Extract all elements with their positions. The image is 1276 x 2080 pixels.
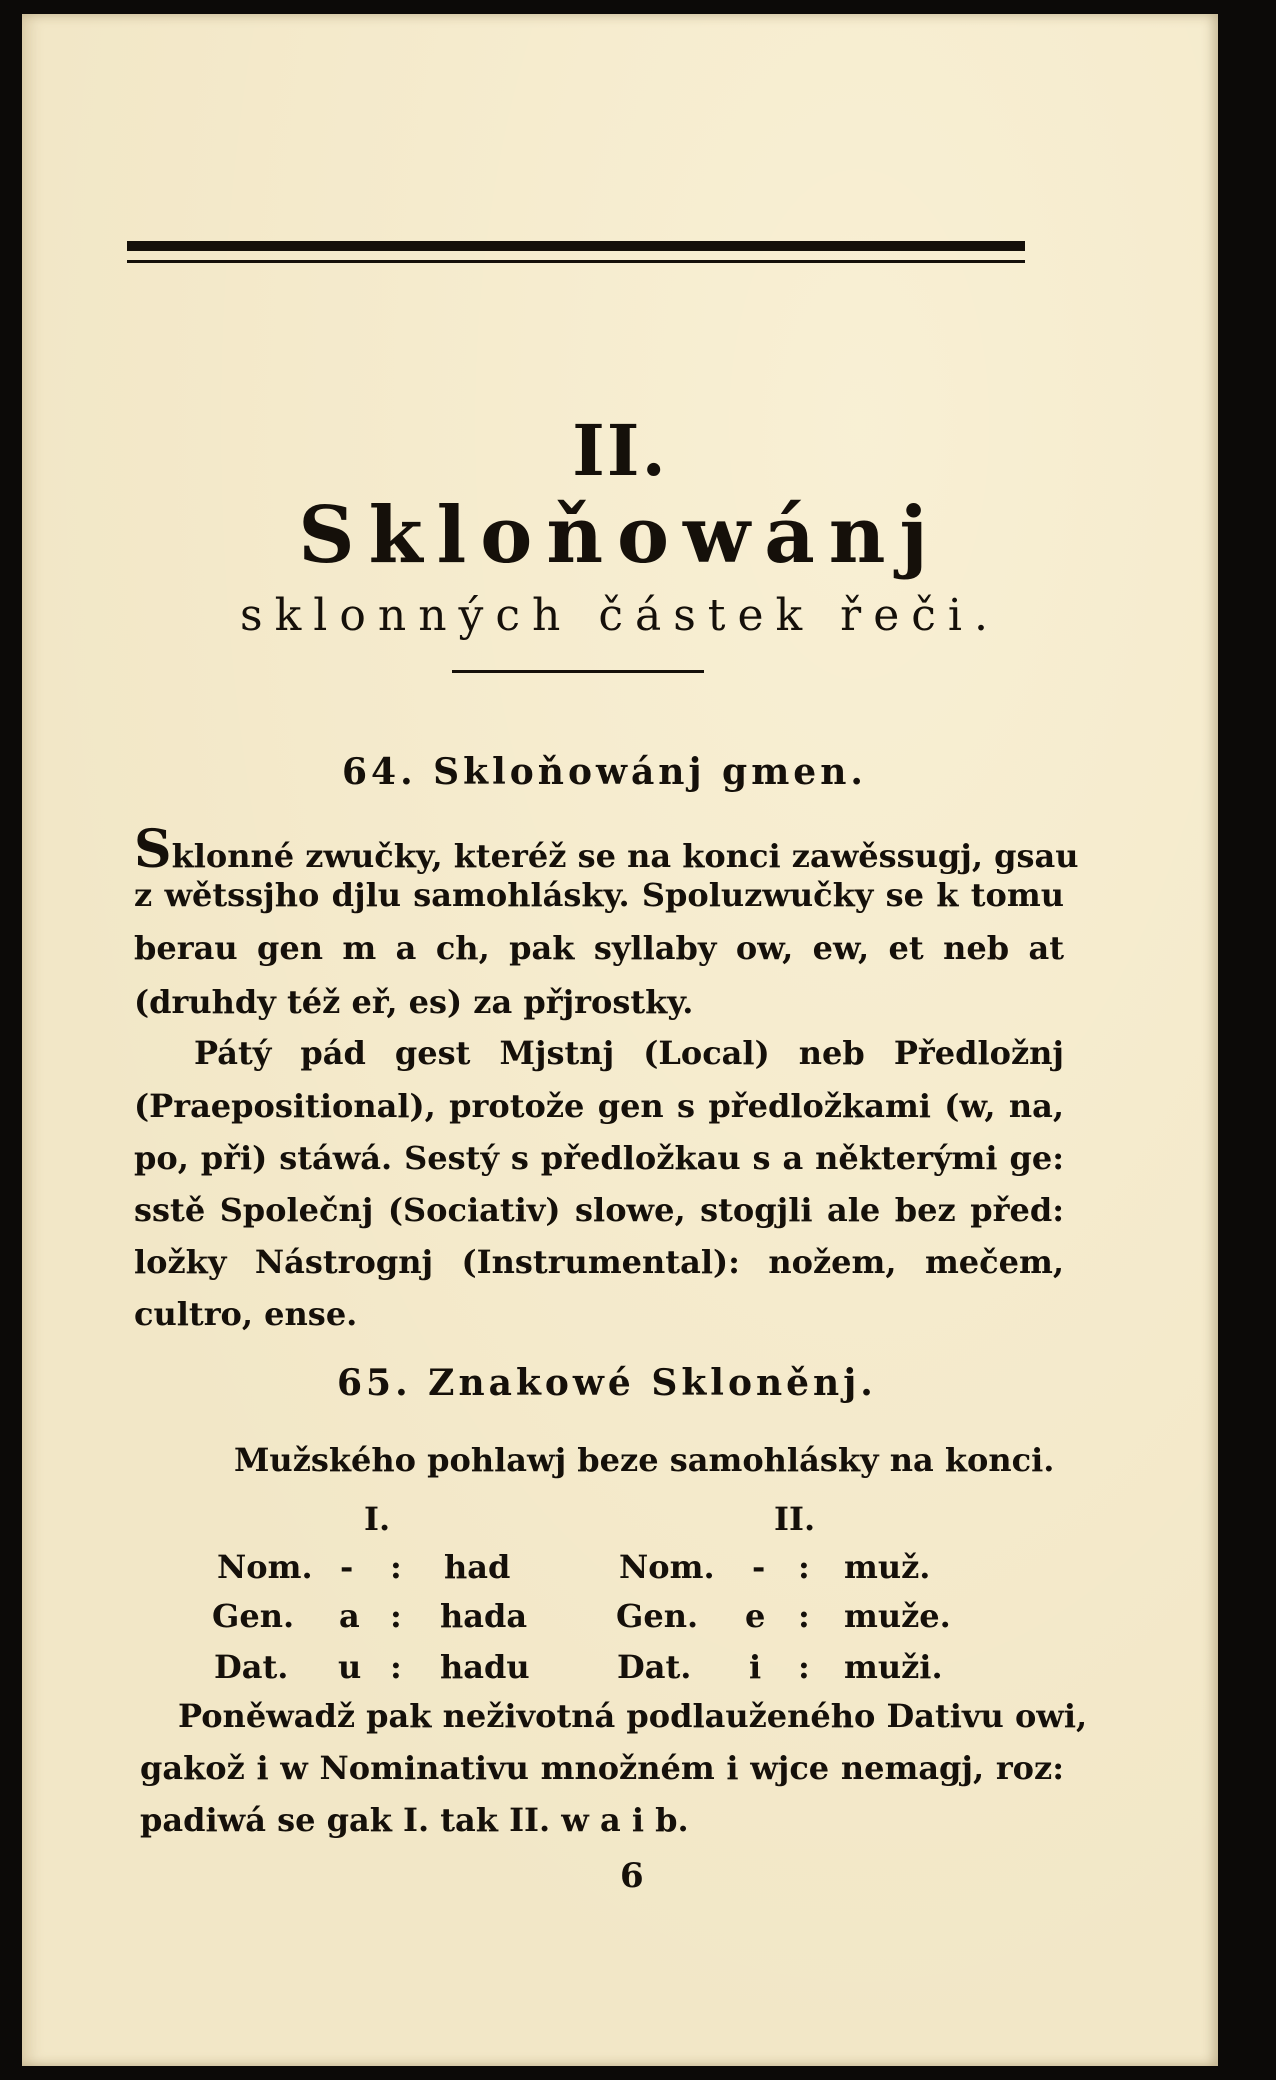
declined-word: hadu (440, 1648, 530, 1686)
case-label: Dat. (617, 1648, 692, 1686)
header-rule-thick (127, 241, 1025, 251)
paragraph-line: sstě Společnj (Sociativ) slowe, stogjli ale bez před: (134, 1191, 1064, 1229)
case-ending: - (752, 1548, 766, 1586)
separator: : (798, 1648, 810, 1686)
book-page (22, 14, 1218, 2066)
case-label: Nom. (217, 1548, 313, 1586)
case-ending: i (749, 1648, 762, 1686)
case-ending: - (340, 1548, 354, 1586)
separator: : (390, 1648, 402, 1686)
paragraph-line: Sklonné zwučky, kteréž se na konci zawěssugj, gsau (134, 819, 1079, 880)
paragraph-line: z wětssjho djlu samohlásky. Spoluzwučky se k tomu (134, 876, 1064, 914)
section-65-heading: 65. Znakowé Skloněnj. (337, 1362, 877, 1404)
case-ending: a (339, 1597, 360, 1635)
separator: : (798, 1548, 810, 1586)
section-64-heading: 64. Skloňowánj gmen. (342, 751, 867, 793)
case-label: Gen. (212, 1597, 295, 1635)
column-header-1: I. (364, 1500, 391, 1538)
column-header-2: II. (774, 1500, 816, 1538)
declined-word: muže. (844, 1597, 951, 1635)
chapter-subtitle: sklonných částek řeči. (240, 590, 1000, 641)
chapter-title: Skloňowánj (298, 490, 942, 581)
title-divider (452, 670, 704, 673)
separator: : (390, 1548, 402, 1586)
declined-word: had (444, 1548, 511, 1586)
paragraph-line: padiwá se gak I. tak II. w a i b. (140, 1801, 689, 1839)
case-ending: e (745, 1597, 766, 1635)
case-label: Dat. (214, 1648, 289, 1686)
page-number: 6 (620, 1856, 644, 1896)
separator: : (390, 1597, 402, 1635)
header-rule-thin (127, 260, 1025, 263)
declined-word: muži. (844, 1648, 943, 1686)
case-label: Nom. (619, 1548, 715, 1586)
table-intro: Mužského pohlawj beze samohlásky na konci. (234, 1441, 1055, 1479)
declined-word: muž. (844, 1548, 931, 1586)
paragraph-line: ložky Nástrognj (Instrumental): nožem, mečem, (134, 1243, 1064, 1281)
part-number: II. (572, 409, 668, 492)
paragraph-line: cultro, ense. (134, 1295, 358, 1333)
paragraph-line: po, při) stáwá. Sestý s předložkau s a některými ge: (134, 1139, 1064, 1177)
declined-word: hada (440, 1597, 528, 1635)
paragraph-line: (druhdy též eř, es) za přjrostky. (134, 983, 694, 1021)
paragraph-line: Poněwadž pak neživotná podlauženého Dativu owi, (178, 1697, 1088, 1735)
paragraph-line: berau gen m a ch, pak syllaby ow, ew, et neb at (134, 929, 1064, 967)
drop-cap: S (134, 819, 172, 880)
case-ending: u (338, 1648, 362, 1686)
paragraph-line: gakož i w Nominativu množném i wjce nemagj, roz: (140, 1749, 1064, 1787)
paragraph-line: (Praepositional), protože gen s předložkami (w, na, (134, 1087, 1064, 1125)
paragraph-line: Pátý pád gest Mjstnj (Local) neb Předložnj (194, 1034, 1064, 1072)
separator: : (798, 1597, 810, 1635)
case-label: Gen. (616, 1597, 699, 1635)
